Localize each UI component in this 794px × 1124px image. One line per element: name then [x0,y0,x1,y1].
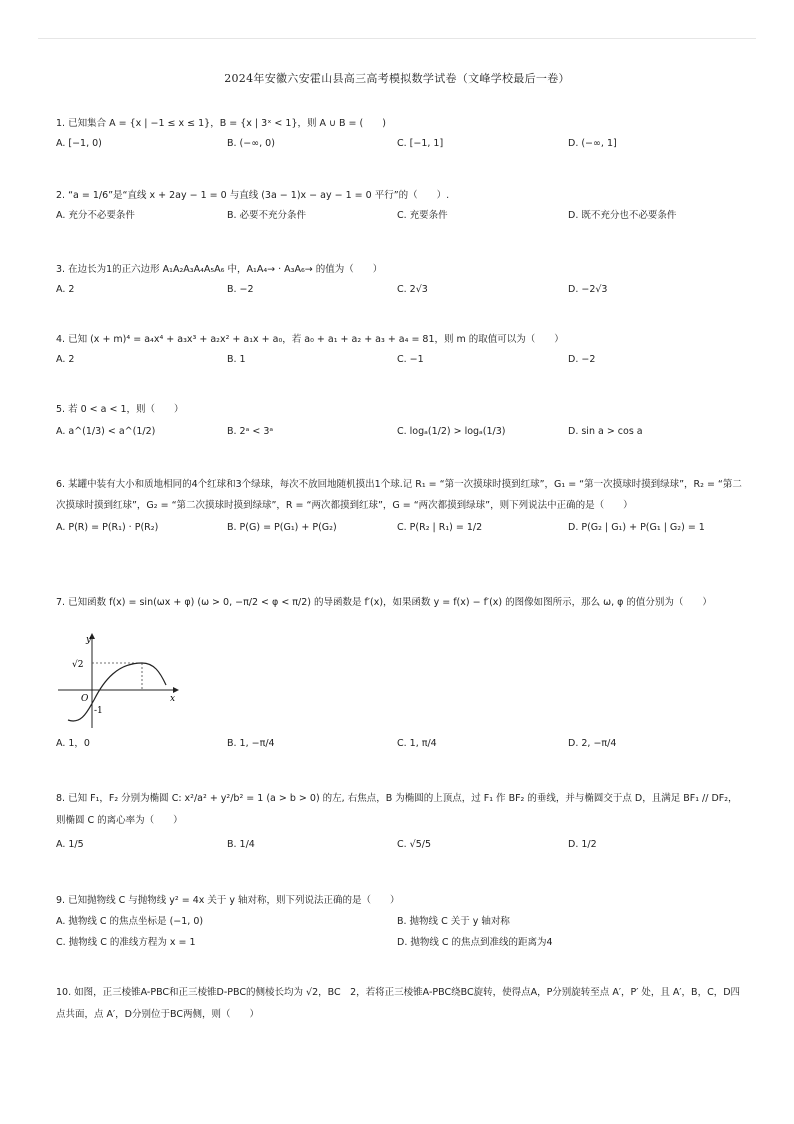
question-stem: 10. 如图，正三棱锥A-PBC和正三棱锥D-PBC的侧棱长均为 √2，BC 2，若将正三棱锥A-PBC绕BC旋转，使得点A，P分别旋转至点 A′，P′ 处，且 A′，B，C，D四点共面，点 A′，D分别位于BC两侧，则（ ） [56,987,741,1020]
min-label: -1 [94,706,103,716]
option-c[interactable]: C. √5/5 [397,839,432,850]
option-b[interactable]: B. 1 [227,354,246,365]
option-c[interactable]: C. 2√3 [397,284,428,295]
question-4 [56,330,746,370]
curve [68,663,166,721]
option-b[interactable]: B. 2ᵃ < 3ᵃ [227,426,274,437]
option-d[interactable]: D. 既不充分也不必要条件 [568,210,677,221]
option-row [56,206,746,226]
option-row [56,134,746,154]
option-a[interactable]: A. 抛物线 C 的焦点坐标是 (−1, 0) [56,916,204,927]
option-c[interactable]: C. 1, π/4 [397,738,437,749]
question-3 [56,260,746,300]
question-10 [56,982,746,1026]
option-b[interactable]: B. 抛物线 C 关于 y 轴对称 [397,916,510,927]
option-d[interactable]: D. (−∞, 1] [568,138,617,149]
question-8 [56,788,746,858]
option-b[interactable]: B. 1, −π/4 [227,738,275,749]
option-row [56,516,746,540]
question-stem: 1. 已知集合 A = {x | −1 ≤ x ≤ 1}，B = {x | 3ˣ < 1}，则 A ∪ B = ( ) [56,118,386,129]
option-row [56,832,746,858]
option-b[interactable]: B. (−∞, 0) [227,138,275,149]
question-stem: 4. 已知 (x + m)⁴ = a₄x⁴ + a₃x³ + a₂x² + a₁x + a₀，若 a₀ + a₁ + a₂ + a₃ + a₄ = 81，则 m 的取值可以为（ ） [56,334,564,345]
question-2 [56,186,746,226]
question-6 [56,474,746,540]
page-title: 2024年安徽六安霍山县高三高考模拟数学试卷（文峰学校最后一卷） [224,72,570,85]
question-stem: 7. 已知函数 f(x) = sin(ωx + φ) (ω > 0, −π/2 < φ < π/2) 的导函数是 f′(x)，如果函数 y = f(x) − f′(x) 的图像如图所示，那么 ω, φ 的值分别为（ ） [56,597,712,608]
question-7-options [56,732,746,756]
option-c[interactable]: C. 充要条件 [397,210,448,221]
option-row [56,350,746,370]
question-stem: 2. “a = 1/6”是“直线 x + 2ay − 1 = 0 与直线 (3a − 1)x − ay − 1 = 0 平行”的（ ）. [56,190,450,201]
option-a[interactable]: A. 2 [56,284,75,295]
option-d[interactable]: D. sin a > cos a [568,426,643,437]
question-5 [56,400,746,444]
option-b[interactable]: B. 必要不充分条件 [227,210,307,221]
header-divider [38,38,756,39]
question-9 [56,890,746,953]
option-a[interactable]: A. 1，0 [56,738,90,749]
option-a[interactable]: A. a^(1/3) < a^(1/2) [56,426,156,437]
option-row [56,732,746,756]
option-b[interactable]: B. 1/4 [227,839,255,850]
option-b[interactable]: B. −2 [227,284,254,295]
y-label: y [86,635,92,645]
origin-label: O [81,694,89,704]
option-c[interactable]: C. P(R₂ | R₁) = 1/2 [397,522,483,533]
option-row [56,911,746,932]
max-label: √2 [72,660,84,670]
x-label: x [170,694,176,704]
option-c[interactable]: C. −1 [397,354,424,365]
option-a[interactable]: A. P(R) = P(R₁) · P(R₂) [56,522,159,533]
option-a[interactable]: A. 充分不必要条件 [56,210,135,221]
function-graph [58,630,182,730]
question-stem: 6. 某罐中装有大小和质地相同的4个红球和3个绿球，每次不放回地随机摸出1个球.记 R₁ = “第一次摸球时摸到红球”，G₁ = “第一次摸球时摸到绿球”，R₂ = “第二次摸球时摸到红球”，G₂ = “第二次摸球时摸到绿球”，R = “两次都摸到红球”，G = “两次都摸到绿球”，则下列说法中正确的是（ ） [56,479,742,511]
option-d[interactable]: D. 抛物线 C 的焦点到准线的距离为4 [397,937,553,948]
question-stem: 9. 已知抛物线 C 与抛物线 y² = 4x 关于 y 轴对称，则下列说法正确的是（ ） [56,895,400,906]
question-stem: 8. 已知 F₁，F₂ 分别为椭圆 C: x²/a² + y²/b² = 1 (a > b > 0) 的左, 右焦点，B 为椭圆的上顶点，过 F₁ 作 BF₂ 的垂线，并与椭圆交于点 D，且满足 BF₁ // DF₂，则椭圆 C 的离心率为（ ） [56,793,738,826]
option-c[interactable]: C. logₐ(1/2) > logₐ(1/3) [397,426,506,437]
option-d[interactable]: D. P(G₂ | G₁) + P(G₁ | G₂) = 1 [568,522,705,533]
option-c[interactable]: C. [−1, 1] [397,138,444,149]
option-row [56,280,746,300]
option-d[interactable]: D. 2, −π/4 [568,738,617,749]
option-a[interactable]: A. 1/5 [56,839,84,850]
question-7 [56,592,746,614]
question-stem: 3. 在边长为1的正六边形 A₁A₂A₃A₄A₅A₆ 中，A₁A₄→ · A₃A₆→ 的值为（ ） [56,264,383,275]
question-1 [56,114,746,154]
question-stem: 5. 若 0 < a < 1，则（ ） [56,404,184,415]
option-row [56,420,746,444]
option-b[interactable]: B. P(G) = P(G₁) + P(G₂) [227,522,337,533]
option-d[interactable]: D. −2 [568,354,596,365]
option-d[interactable]: D. 1/2 [568,839,597,850]
option-row [56,932,746,953]
option-c[interactable]: C. 抛物线 C 的准线方程为 x = 1 [56,937,196,948]
option-a[interactable]: A. [−1, 0) [56,138,102,149]
option-d[interactable]: D. −2√3 [568,284,608,295]
option-a[interactable]: A. 2 [56,354,75,365]
